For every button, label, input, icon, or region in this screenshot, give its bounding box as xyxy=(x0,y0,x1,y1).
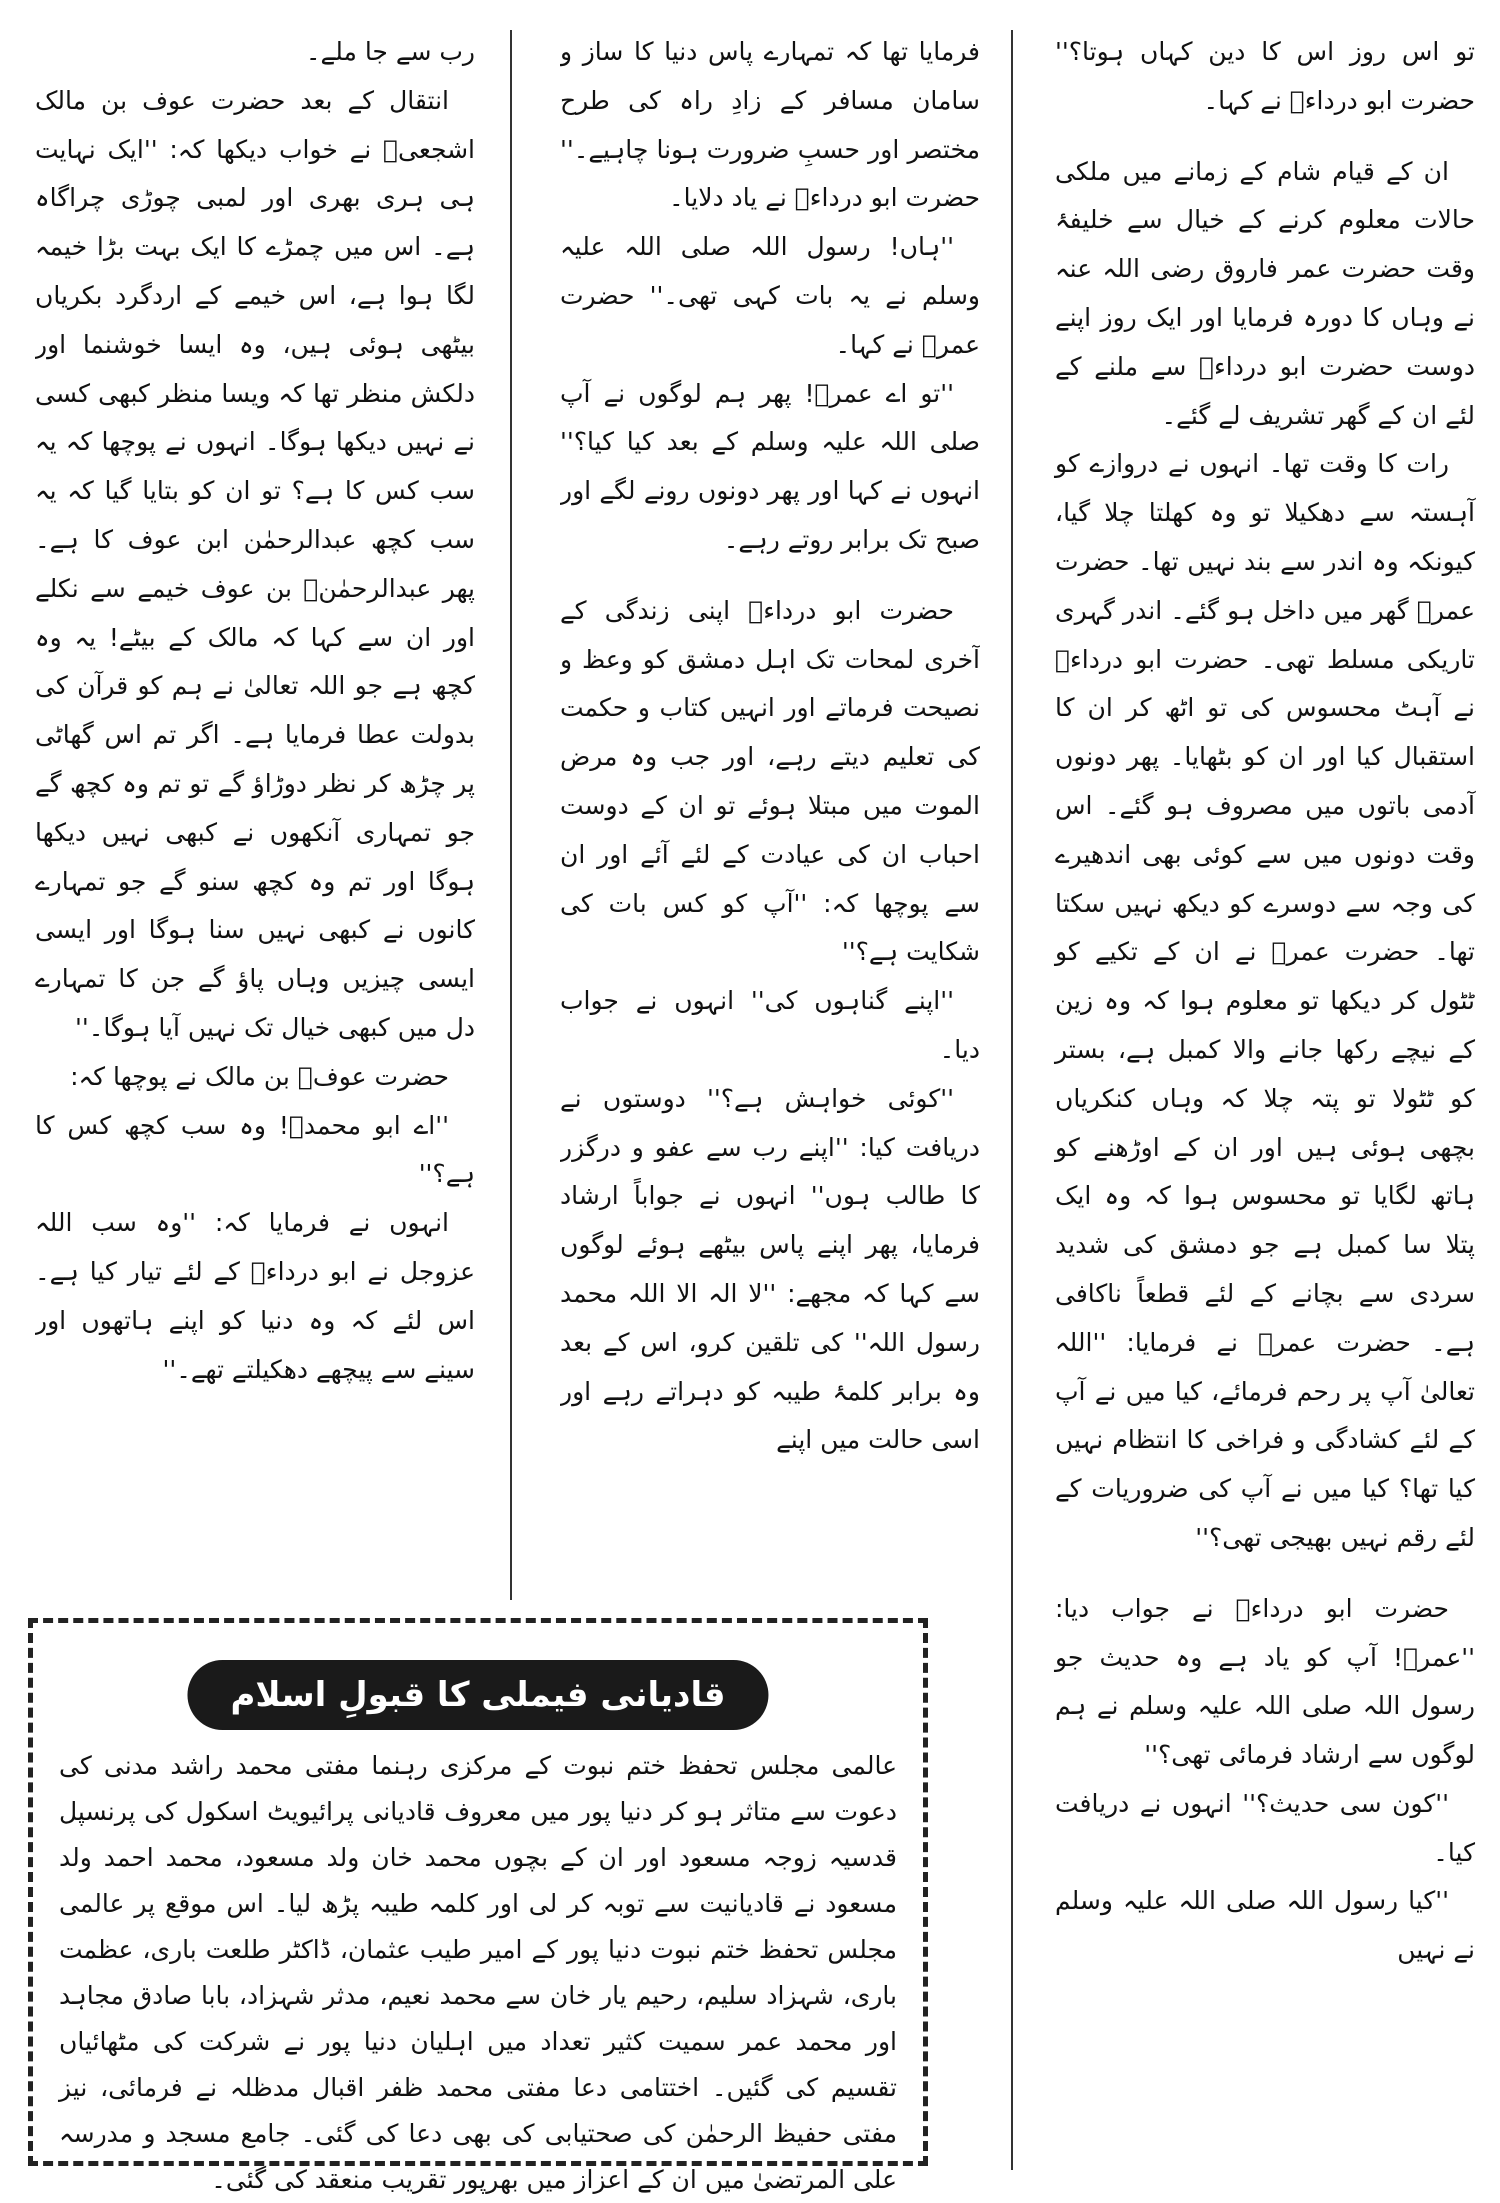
paragraph: ''کوئی خواہش ہے؟'' دوستوں نے دریافت کیا: ''اپنے رب سے عفو و درگزر کا طالب ہوں'' انہوں نے جواباً ارشاد فرمایا، پھر اپنے پاس بیٹھے ہوئے لوگوں سے کہا کہ مجھے: ''لا الہ الا اللہ محمد رسول اللہ'' کی تلقین کرو، اس کے بعد وہ برابر کلمۂ طیبہ کو دہراتے رہے اور اسی حالت میں اپنے xyxy=(560,1083,980,1455)
news-box-paragraph: عالمی مجلس تحفظ ختم نبوت کے مرکزی رہنما مفتی محمد راشد مدنی کی دعوت سے متاثر ہو کر دنیا پور میں معروف قادیانی پرائیویٹ اسکول کی پرنسپل قدسیہ زوجہ مسعود اور ان کے بچوں محمد خان ولد مسعود، محمد احمد ولد مسعود نے قادیانیت سے توبہ کر لی اور کلمہ طیبہ پڑھ لیا۔ اس موقع پر عالمی مجلس تحفظ ختم نبوت دنیا پور کے امیر طیب عثمان، ڈاکٹر طلعت باری، عظمت باری، شہزاد سلیم، رحیم یار خان سے محمد نعیم، مدثر شہزاد، بابا صادق مجاہد اور محمد عمر سمیت کثیر تعداد میں اہلیان دنیا پور نے شرکت کی مٹھائیاں تقسیم کی گئیں۔ اختتامی دعا مفتی محمد ظفر اقبال مدظلہ نے فرمائی، نیز مفتی حفیظ الرحمٰن کی صحتیابی کی بھی دعا کی گئی۔ جامع مسجد و مدرسہ علی المرتضیٰ میں ان کے اعزاز میں بھرپور تقریب منعقد کی گئی۔ xyxy=(59,1751,897,2194)
news-box xyxy=(28,1618,928,2194)
column-divider xyxy=(510,30,512,1600)
paragraph: ''ہاں! رسول اللہ صلی اللہ علیہ وسلم نے یہ بات کہی تھی۔'' حضرت عمرؓ نے کہا۔ xyxy=(560,232,980,359)
paragraph: ان کے قیام شام کے زمانے میں ملکی حالات معلوم کرنے کے خیال سے خلیفۂ وقت حضرت عمر فاروق رضی اللہ عنہ نے وہاں کا دورہ فرمایا اور ایک روز اپنے دوست حضرت ابو درداءؓ سے ملنے کے لئے ان کے گھر تشریف لے گئے۔ xyxy=(1055,156,1475,430)
article-column-right xyxy=(1055,28,1475,1975)
paragraph: انہوں نے فرمایا کہ: ''وہ سب اللہ عزوجل نے ابو درداءؓ کے لئے تیار کیا ہے۔ اس لئے کہ وہ دنیا کو اپنے ہاتھوں اور سینے سے پیچھے دھکیلتے تھے۔'' xyxy=(35,1208,475,1384)
news-box-title: قادیانی فیملی کا قبولِ اسلام xyxy=(190,1663,765,1727)
paragraph: تو اس روز اس کا دین کہاں ہوتا؟'' حضرت ابو درداءؓ نے کہا۔ xyxy=(1055,37,1475,115)
paragraph: رب سے جا ملے۔ xyxy=(305,37,475,66)
article-column-left xyxy=(35,28,475,1588)
paragraph: انتقال کے بعد حضرت عوف بن مالک اشجعیؓ نے خواب دیکھا کہ: ''ایک نہایت ہی ہری بھری اور لمبی چوڑی چراگاہ ہے۔ اس میں چمڑے کا ایک بہت بڑا خیمہ لگا ہوا ہے، اس خیمے کے اردگرد بکریاں بیٹھی ہوئی ہیں، وہ ایسا خوشنما اور دلکش منظر تھا کہ ویسا منظر کبھی کسی نے نہیں دیکھا ہوگا۔ انہوں نے پوچھا کہ یہ سب کس کا ہے؟ تو ان کو بتایا گیا کہ یہ سب کچھ عبدالرحمٰن ابن عوف کا ہے۔ پھر عبدالرحمٰنؓ بن عوف خیمے سے نکلے اور ان سے کہا کہ مالک کے بیٹے! یہ وہ کچھ ہے جو اللہ تعالیٰ نے ہم کو قرآن کی بدولت عطا فرمایا ہے۔ اگر تم اس گھاٹی پر چڑھ کر نظر دوڑاؤ گے تو تم وہ کچھ گے جو تمہاری آنکھوں نے کبھی نہیں دیکھا ہوگا اور تم وہ کچھ سنو گے جو تمہارے کانوں نے کبھی نہیں سنا ہوگا اور ایسی ایسی چیزیں وہاں پاؤ گے جن کا تمہارے دل میں کبھی خیال تک نہیں آیا ہوگا۔'' xyxy=(35,85,475,1042)
news-box-body xyxy=(59,1743,897,2203)
paragraph: حضرت ابو درداءؓ اپنی زندگی کے آخری لمحات تک اہل دمشق کو وعظ و نصیحت فرماتے اور انہیں کتاب و حکمت کی تعلیم دیتے رہے، اور جب وہ مرض الموت میں مبتلا ہوئے تو ان کے دوست احباب ان کی عیادت کے لئے آئے اور ان سے پوچھا کہ: ''آپ کو کس بات کی شکایت ہے؟'' xyxy=(560,595,980,967)
column-divider xyxy=(1011,30,1013,2170)
paragraph: ''اے ابو محمدؓ! وہ سب کچھ کس کا ہے؟'' xyxy=(35,1110,475,1189)
article-column-middle xyxy=(560,28,980,1588)
paragraph: فرمایا تھا کہ تمہارے پاس دنیا کا ساز و سامان مسافر کے زادِ راہ کی طرح مختصر اور حسبِ ضرورت ہونا چاہیے۔'' حضرت ابو درداءؓ نے یاد دلایا۔ xyxy=(560,37,980,213)
paragraph: ''تو اے عمرؓ! پھر ہم لوگوں نے آپ صلی اللہ علیہ وسلم کے بعد کیا کیا؟'' انہوں نے کہا اور پھر دونوں رونے لگے اور صبح تک برابر روتے رہے۔ xyxy=(560,378,980,554)
paragraph: ''کیا رسول اللہ صلی اللہ علیہ وسلم نے نہیں xyxy=(1055,1886,1475,1965)
paragraph: ''اپنے گناہوں کی'' انہوں نے جواب دیا۔ xyxy=(560,986,980,1064)
paragraph: ''کون سی حدیث؟'' انہوں نے دریافت کیا۔ xyxy=(1055,1788,1475,1867)
paragraph: حضرت ابو درداءؓ نے جواب دیا: ''عمرؓ! آپ کو یاد ہے وہ حدیث جو رسول اللہ صلی اللہ علیہ وسلم نے ہم لوگوں سے ارشاد فرمائی تھی؟'' xyxy=(1055,1593,1475,1770)
paragraph: حضرت عوفؓ بن مالک نے پوچھا کہ: xyxy=(70,1061,449,1091)
paragraph: رات کا وقت تھا۔ انہوں نے دروازے کو آہستہ سے دھکیلا تو وہ کھلتا چلا گیا، کیونکہ وہ اندر سے بند نہیں تھا۔ حضرت عمرؓ گھر میں داخل ہو گئے۔ اندر گہری تاریکی مسلط تھی۔ حضرت ابو درداءؓ نے آہٹ محسوس کی تو اٹھ کر ان کا استقبال کیا اور ان کو بٹھایا۔ پھر دونوں آدمی باتوں میں مصروف ہو گئے۔ اس وقت دونوں میں سے کوئی بھی اندھیرے کی وجہ سے دوسرے کو دیکھ نہیں سکتا تھا۔ حضرت عمرؓ نے ان کے تکیے کو ٹٹول کر دیکھا تو معلوم ہوا کہ وہ زین کے نیچے رکھا جانے والا کمبل ہے، بستر کو ٹٹولا تو پتہ چلا کہ وہاں کنکریاں بچھی ہوئی ہیں اور ان کے اوڑھنے کو ہاتھ لگایا تو محسوس ہوا کہ وہ ایک پتلا سا کمبل ہے جو دمشق کی شدید سردی سے بچانے کے لئے قطعاً ناکافی ہے۔ حضرت عمرؓ نے فرمایا: ''اللہ تعالیٰ آپ پر رحم فرمائے، کیا میں نے آپ کے لئے کشادگی و فراخی کا انتظام نہیں کیا تھا؟ کیا میں نے آپ کی ضروریات کے لئے رقم نہیں بھیجی تھی؟'' xyxy=(1055,449,1475,1552)
